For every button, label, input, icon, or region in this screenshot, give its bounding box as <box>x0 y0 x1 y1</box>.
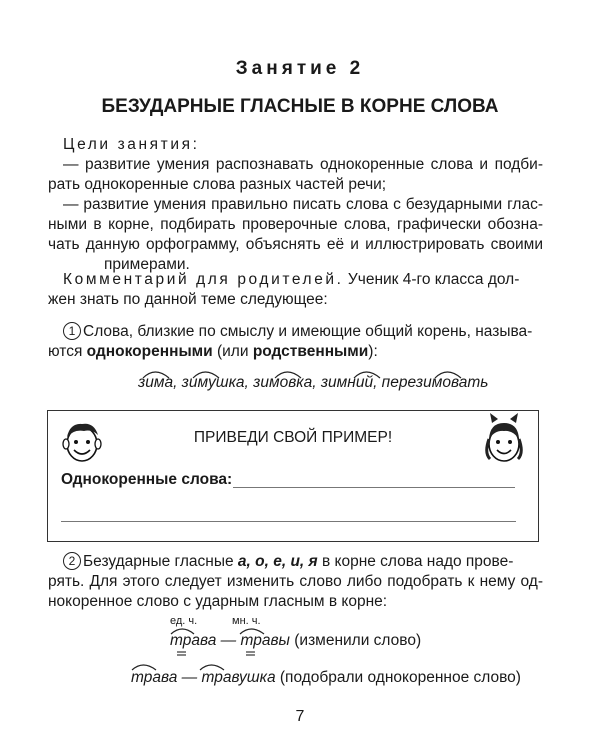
point2-line <box>48 572 543 612</box>
example-note: (изменили слово) <box>294 632 422 649</box>
goals-line: ными в корне, подбирать проверочные слова, графически обозна- <box>48 216 543 233</box>
point1-text: Слова, близкие по смыслу и имеющие общий корень, называ- <box>83 323 533 340</box>
point1-text: (или <box>212 343 253 360</box>
point1-text: ются <box>48 343 87 360</box>
example-note: (подобрали однокоренное слово) <box>279 669 521 686</box>
comment-line: жен знать по данной теме следующее: <box>48 291 328 308</box>
point1-text: ): <box>368 343 378 360</box>
goals-line: — развитие умения распознавать однокоренные слова и подби- <box>63 156 543 173</box>
page-number: 7 <box>295 708 305 725</box>
stress-underline <box>160 650 300 658</box>
comment-label: Комментарий для родителей. <box>63 271 344 288</box>
girl-face-icon <box>480 413 528 465</box>
box-label: Однокоренные слова: <box>61 471 233 488</box>
example-box <box>47 410 539 542</box>
label-plural: мн. ч. <box>232 615 261 627</box>
goals-line: — развитие умения правильно писать слова с безударными глас- <box>63 196 543 213</box>
vowel-letters: а, о, е, и, я <box>237 553 318 570</box>
point1-line <box>63 322 543 342</box>
term-bold: однокоренными <box>86 343 213 360</box>
goals-body <box>48 215 543 275</box>
box-prompt: ПРИВЕДИ СВОЙ ПРИМЕР! <box>193 429 393 446</box>
comment-line <box>63 270 543 290</box>
example-words: трава — травы <box>170 632 290 649</box>
example-pair-2 <box>131 669 521 687</box>
goals-line: чать данную орфограмму, объяснять её и иллюстрировать своими <box>48 236 543 253</box>
goals-body <box>48 175 543 195</box>
goals-label: Цели занятия: <box>63 136 200 153</box>
point2-text: Безударные гласные <box>83 553 238 570</box>
number-badge: 1 <box>63 322 81 340</box>
goals-body <box>63 195 543 215</box>
label-singular: ед. ч. <box>170 615 198 627</box>
point2-text: нокоренное слово с ударным гласным в корне: <box>48 593 388 610</box>
lesson-heading: Занятие 2 <box>235 58 365 79</box>
number-badge: 2 <box>63 552 81 570</box>
comment-text: Ученик 4-го класса дол- <box>347 271 520 288</box>
point2-line <box>63 552 543 572</box>
example-words: зима, зимушка, зимовка, зимний, перезимовать <box>138 374 489 391</box>
answer-line[interactable] <box>233 487 515 488</box>
example-pair-1 <box>170 632 421 650</box>
example-words: трава — травушка <box>131 669 276 686</box>
goals-line: примерами. <box>104 256 190 273</box>
point2-text: рять. Для этого следует изменить слово либо подобрать к нему од- <box>48 573 543 590</box>
goals-section <box>63 135 543 175</box>
term-bold: родственными <box>252 343 369 360</box>
goals-line: рать однокоренные слова разных частей речи; <box>48 176 387 193</box>
point1-line <box>48 342 543 362</box>
answer-line[interactable] <box>61 521 516 522</box>
point2-text: в корне слова надо прове- <box>317 553 514 570</box>
page-title: БЕЗУДАРНЫЕ ГЛАСНЫЕ В КОРНЕ СЛОВА <box>101 96 499 117</box>
